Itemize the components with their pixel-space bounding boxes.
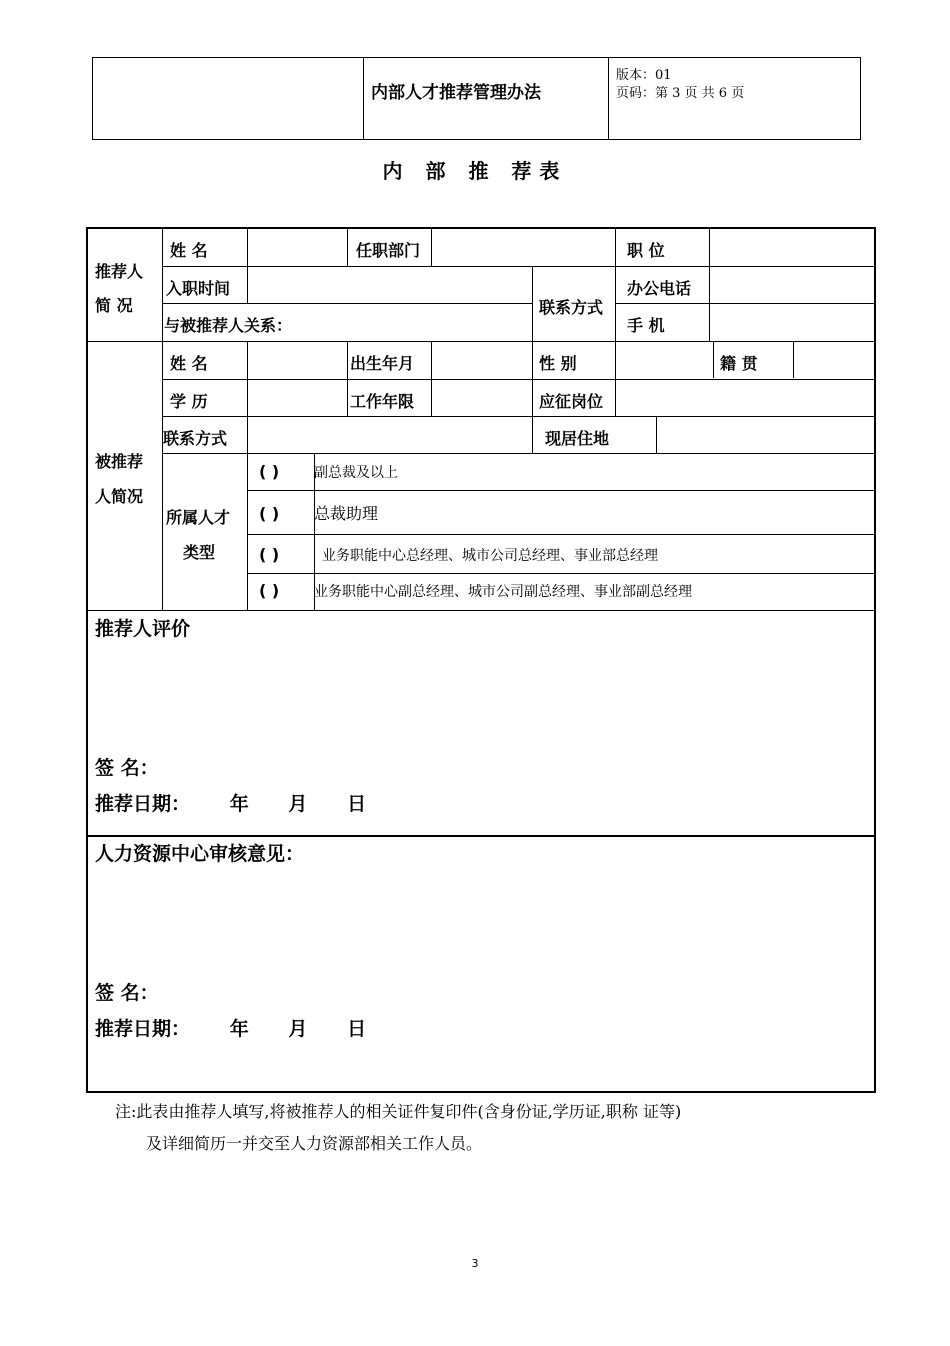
recommender-section-label: 推荐人 xyxy=(95,262,144,281)
option-checkbox[interactable]: ( ) xyxy=(259,504,280,523)
document-title: 内部人才推荐管理办法 xyxy=(371,83,541,103)
document-header xyxy=(92,57,861,140)
talent-type-label: 所属人才 xyxy=(166,508,231,527)
department-label: 任职部门 xyxy=(356,241,421,260)
department-field[interactable] xyxy=(432,230,614,265)
work-years-field[interactable] xyxy=(432,380,531,415)
gender-label: 性 别 xyxy=(539,354,577,373)
nominee-section-label: 被推荐 xyxy=(95,452,144,471)
header-logo-cell xyxy=(93,58,364,139)
page-info: 页码：第 3 页 共 6 页 xyxy=(616,86,745,101)
recommendation-form xyxy=(86,227,876,1093)
gender-field[interactable] xyxy=(616,342,712,378)
hr-review-date: 推荐日期： 年 月 日 xyxy=(95,1018,367,1040)
mobile-field[interactable] xyxy=(710,304,874,340)
talent-type-label-2: 类型 xyxy=(183,543,216,562)
evaluation-field[interactable] xyxy=(95,644,869,749)
option-checkbox[interactable]: ( ) xyxy=(259,462,280,481)
nominee-contact-label: 联系方式 xyxy=(163,429,228,448)
hr-review-title: 人力资源中心审核意见： xyxy=(95,843,305,865)
recommender-section-label-2: 简 况 xyxy=(95,296,133,315)
recommender-name-label: 姓 名 xyxy=(170,241,208,260)
position-label: 职 位 xyxy=(627,241,665,260)
birth-field[interactable] xyxy=(432,342,531,378)
page-number: 3 xyxy=(471,1257,479,1270)
recommender-contact-label: 联系方式 xyxy=(539,298,604,317)
evaluation-sign: 签 名： xyxy=(95,757,159,779)
form-title: 内 部 推 荐表 xyxy=(382,159,568,183)
evaluation-title: 推荐人评价 xyxy=(95,618,191,640)
position-field[interactable] xyxy=(710,230,874,265)
hr-review-field[interactable] xyxy=(95,869,869,974)
applied-position-field[interactable] xyxy=(616,380,874,415)
header-meta-cell xyxy=(608,58,860,139)
nominee-section-label-2: 人简况 xyxy=(95,487,144,506)
hr-review-sign: 签 名： xyxy=(95,982,159,1004)
residence-label: 现居住地 xyxy=(545,429,610,448)
office-phone-field[interactable] xyxy=(710,267,874,302)
recommender-name-field[interactable] xyxy=(248,230,346,265)
note-line-1: 注:此表由推荐人填写,将被推荐人的相关证件复印件(含身份证,学历证,职称 证等) xyxy=(115,1102,682,1121)
nominee-name-label: 姓 名 xyxy=(170,354,208,373)
nominee-contact-field[interactable] xyxy=(248,417,531,452)
relation-field[interactable] xyxy=(348,304,531,340)
header-title-cell xyxy=(363,58,609,139)
office-phone-label: 办公电话 xyxy=(627,279,692,298)
hire-date-label: 入职时间 xyxy=(166,279,231,298)
evaluation-date: 推荐日期： 年 月 日 xyxy=(95,793,367,815)
note-line-2: 及详细简历一并交至人力资源部相关工作人员。 xyxy=(146,1134,483,1153)
residence-field[interactable] xyxy=(657,417,874,452)
option-label: 副总裁及以上 xyxy=(314,465,398,481)
birth-label: 出生年月 xyxy=(350,354,415,373)
native-place-label: 籍 贯 xyxy=(720,354,758,373)
option-checkbox[interactable]: ( ) xyxy=(259,581,280,600)
education-label: 学 历 xyxy=(170,392,208,411)
option-label: 业务职能中心副总经理、城市公司副总经理、事业部副总经理 xyxy=(314,584,692,600)
native-place-field[interactable] xyxy=(794,342,874,378)
work-years-label: 工作年限 xyxy=(350,392,415,411)
option-label: 总裁助理 xyxy=(314,504,379,523)
mobile-label: 手 机 xyxy=(627,316,665,335)
option-label: 业务职能中心总经理、城市公司总经理、事业部总经理 xyxy=(322,548,658,564)
hire-date-field[interactable] xyxy=(248,267,531,302)
applied-position-label: 应征岗位 xyxy=(539,392,604,411)
version-label: 版本：01 xyxy=(616,68,672,83)
relation-label: 与被推荐人关系： xyxy=(164,316,293,335)
option-checkbox[interactable]: ( ) xyxy=(259,545,280,564)
